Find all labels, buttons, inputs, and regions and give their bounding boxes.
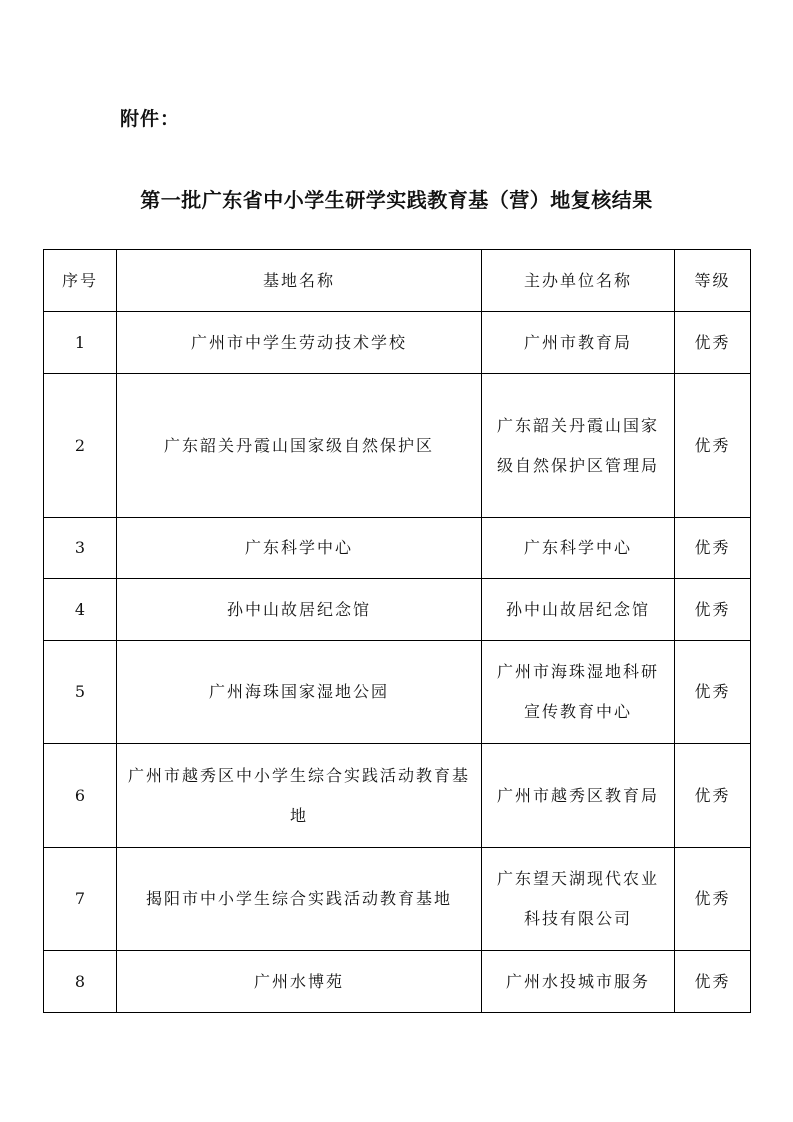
row-host-name: 广东科学中心 bbox=[482, 518, 675, 579]
table-row bbox=[44, 579, 751, 641]
row-index: 4 bbox=[44, 579, 117, 641]
row-host-name: 广州市教育局 bbox=[482, 312, 675, 374]
row-base-name: 广东韶关丹霞山国家级自然保护区 bbox=[117, 374, 482, 518]
row-host-name: 孙中山故居纪念馆 bbox=[482, 579, 675, 641]
attachment-label: 附件： bbox=[120, 108, 181, 130]
row-base-name: 广州市中学生劳动技术学校 bbox=[117, 312, 482, 374]
row-base-name: 揭阳市中小学生综合实践活动教育基地 bbox=[117, 848, 482, 951]
header-host-name: 主办单位名称 bbox=[482, 250, 675, 312]
row-base-name: 广州海珠国家湿地公园 bbox=[117, 641, 482, 744]
row-index: 6 bbox=[44, 744, 117, 848]
row-base-name: 广州水博苑 bbox=[117, 951, 482, 1013]
row-grade: 优秀 bbox=[675, 848, 751, 951]
row-index: 8 bbox=[44, 951, 117, 1013]
row-base-name: 孙中山故居纪念馆 bbox=[117, 579, 482, 641]
row-host-name: 广州市海珠湿地科研宣传教育中心 bbox=[482, 641, 675, 744]
row-grade: 优秀 bbox=[675, 744, 751, 848]
header-base-name: 基地名称 bbox=[117, 250, 482, 312]
header-grade: 等级 bbox=[675, 250, 751, 312]
row-grade: 优秀 bbox=[675, 641, 751, 744]
header-index: 序号 bbox=[44, 250, 117, 312]
row-host-name: 广州市越秀区教育局 bbox=[482, 744, 675, 848]
table-row bbox=[44, 848, 751, 951]
table-row bbox=[44, 518, 751, 579]
row-host-name: 广州水投城市服务 bbox=[482, 951, 675, 1013]
row-index: 3 bbox=[44, 518, 117, 579]
table-row bbox=[44, 744, 751, 848]
row-index: 2 bbox=[44, 374, 117, 518]
row-grade: 优秀 bbox=[675, 579, 751, 641]
row-base-name: 广东科学中心 bbox=[117, 518, 482, 579]
table-row bbox=[44, 951, 751, 1013]
row-grade: 优秀 bbox=[675, 312, 751, 374]
row-grade: 优秀 bbox=[675, 374, 751, 518]
row-host-name: 广东韶关丹霞山国家级自然保护区管理局 bbox=[482, 374, 675, 518]
row-grade: 优秀 bbox=[675, 518, 751, 579]
table-header-row bbox=[44, 250, 751, 312]
page-title: 第一批广东省中小学生研学实践教育基（营）地复核结果 bbox=[140, 188, 653, 212]
row-index: 7 bbox=[44, 848, 117, 951]
table-row bbox=[44, 641, 751, 744]
table-row bbox=[44, 312, 751, 374]
table-row bbox=[44, 374, 751, 518]
row-base-name: 广州市越秀区中小学生综合实践活动教育基地 bbox=[117, 744, 482, 848]
row-index: 5 bbox=[44, 641, 117, 744]
results-table bbox=[43, 249, 751, 1013]
row-host-name: 广东望天湖现代农业科技有限公司 bbox=[482, 848, 675, 951]
row-index: 1 bbox=[44, 312, 117, 374]
row-grade: 优秀 bbox=[675, 951, 751, 1013]
